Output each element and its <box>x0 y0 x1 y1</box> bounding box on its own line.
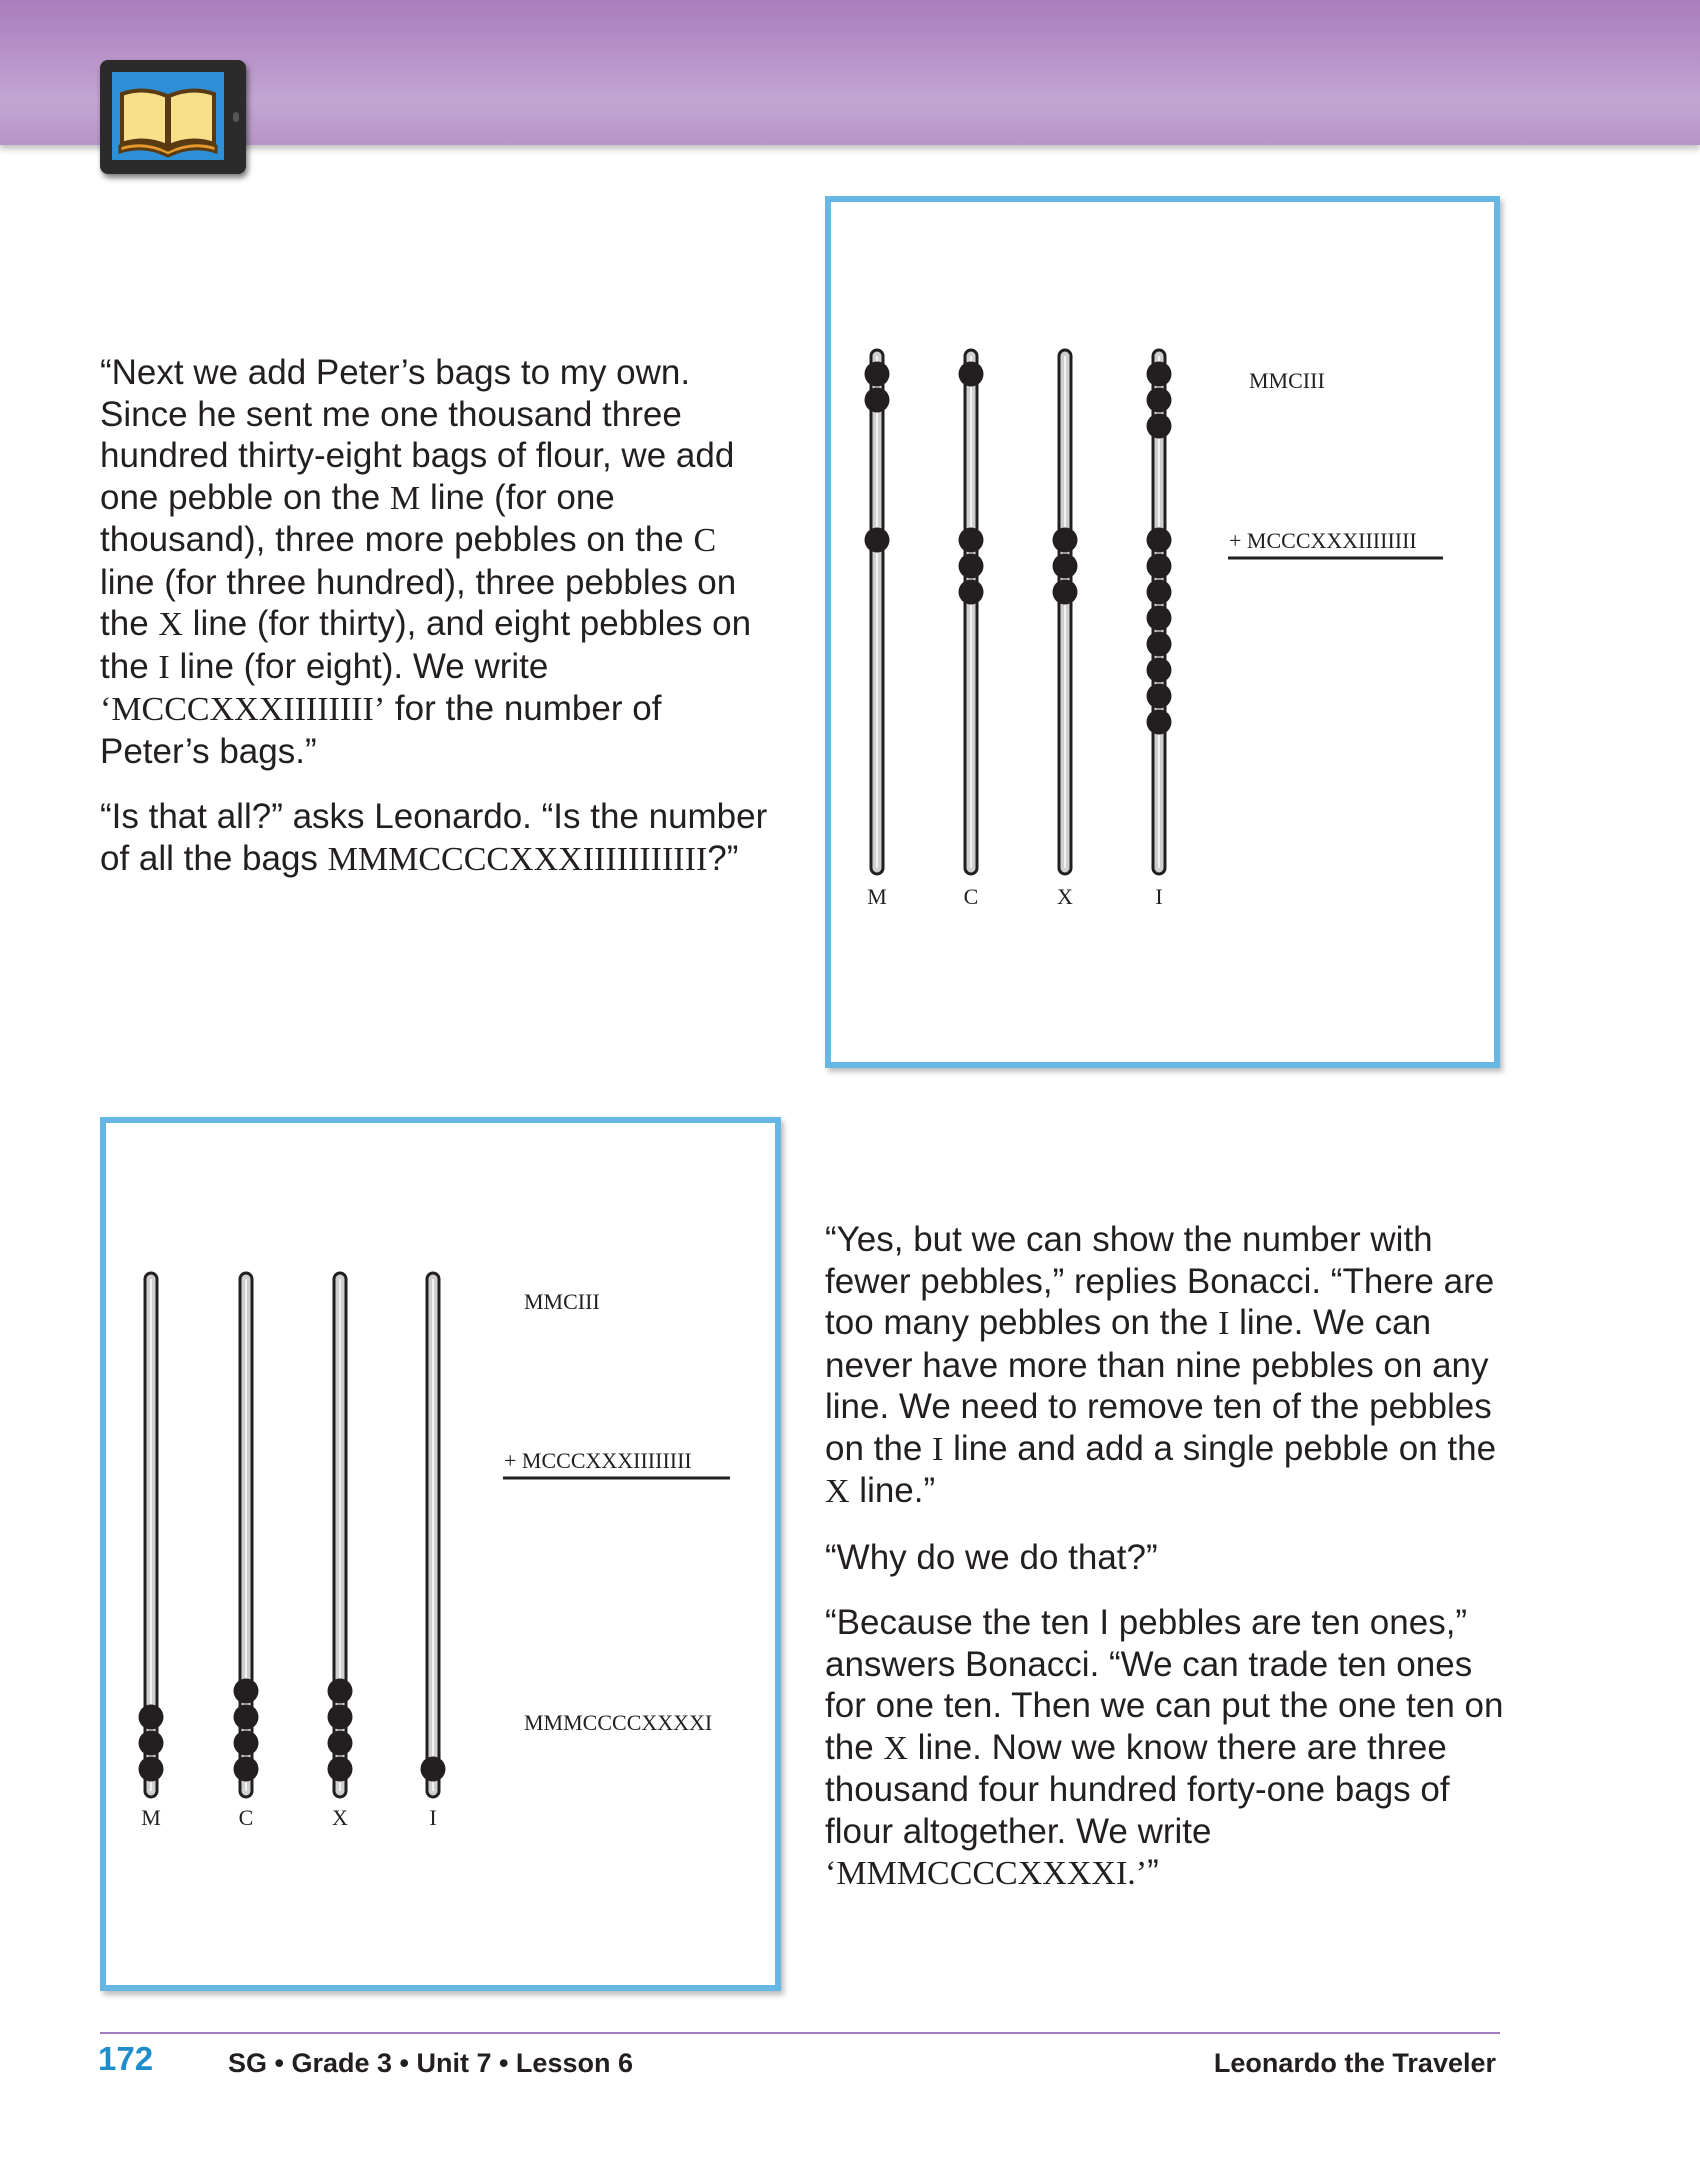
pebble-added <box>1053 528 1078 553</box>
open-book-icon <box>100 60 246 174</box>
pebble <box>139 1705 164 1730</box>
pebble-existing <box>1147 414 1172 439</box>
abacus-rod-0 <box>871 350 883 874</box>
book-glyph <box>112 72 224 160</box>
pebble-existing <box>865 362 890 387</box>
bottom-text-block <box>825 1219 1505 1919</box>
first-number-label: MMCIII <box>1249 368 1325 393</box>
pebble-added <box>1147 528 1172 553</box>
paragraph-why: “Why do we do that?” <box>825 1537 1158 1577</box>
first-number-label: MMCIII <box>524 1289 600 1314</box>
pebble <box>139 1757 164 1782</box>
pebble <box>421 1757 446 1782</box>
pebble-added <box>1147 632 1172 657</box>
pebble <box>234 1705 259 1730</box>
pebble-existing <box>1147 388 1172 413</box>
pebble <box>328 1705 353 1730</box>
paragraph-is-that-all: “Is that all?” asks Leonardo. “Is the number of all the bags MMMCCCCXXXIIIIIIIIIII?” <box>100 797 768 878</box>
icon-button-dot <box>233 112 239 122</box>
abacus-rod-1 <box>965 350 977 874</box>
abacus-rod-2 <box>1059 350 1071 874</box>
figure-addition-setup <box>825 196 1500 1068</box>
pebble-added <box>1147 658 1172 683</box>
line-label-0: M <box>141 1805 161 1830</box>
abacus-rod-3 <box>427 1273 439 1797</box>
course-info: SG • Grade 3 • Unit 7 • Lesson 6 <box>228 2048 633 2078</box>
line-label-2: X <box>332 1805 348 1830</box>
pebble-added <box>1147 580 1172 605</box>
pebble-added <box>959 580 984 605</box>
pebble-added <box>1053 580 1078 605</box>
pebble <box>328 1731 353 1756</box>
abacus-diagram-1 <box>831 202 1494 1062</box>
pebble-existing <box>865 388 890 413</box>
page-number: 172 <box>98 2040 154 2077</box>
top-text-block <box>100 352 770 904</box>
line-label-3: I <box>1155 884 1163 909</box>
line-label-0: M <box>867 884 887 909</box>
second-number-label: + MCCCXXXIIIIIIII <box>504 1448 692 1473</box>
pebble-existing <box>959 362 984 387</box>
line-label-1: C <box>963 884 979 909</box>
pebble <box>234 1757 259 1782</box>
pebble-added <box>959 554 984 579</box>
pebble <box>328 1679 353 1704</box>
figure-regrouped-result <box>100 1117 781 1991</box>
footer-rule <box>100 2032 1500 2034</box>
second-number-label: + MCCCXXXIIIIIIII <box>1229 528 1417 553</box>
pebble <box>234 1679 259 1704</box>
pebble-existing <box>1147 362 1172 387</box>
pebble-added <box>1147 710 1172 735</box>
pebble-added <box>959 528 984 553</box>
result-number-label: MMMCCCCXXXXI <box>524 1710 713 1735</box>
paragraph-because: “Because the ten I pebbles are ten ones,” answers Bonacci. “We can trade ten ones for one ten. Then we can put the one ten on the X line. Now we know there are three thousand four hundred forty-one bags of flour altogether. We write ‘MMMCCCCXXXXI.’” <box>825 1603 1504 1892</box>
paragraph-peter-bags: “Next we add Peter’s bags to my own. Since he sent me one thousand three hundred thirty-eight bags of flour, we add one pebble on the M line (for one thousand), three more pebbles on the C line (for three hundred), three pebbles on the X line (for thirty), and eight pebbles on the I line (for eight). We write ‘MCCCXXXIIIIIIII’ for the number of Peter’s bags.” <box>100 353 752 771</box>
pebble-added <box>1053 554 1078 579</box>
pebble <box>328 1757 353 1782</box>
header-band <box>0 0 1700 145</box>
pebble-added <box>1147 684 1172 709</box>
abacus-diagram-2 <box>106 1123 775 1985</box>
pebble-added <box>865 528 890 553</box>
line-label-1: C <box>238 1805 254 1830</box>
line-label-3: I <box>429 1805 437 1830</box>
pebble-added <box>1147 554 1172 579</box>
icon-screen <box>112 72 224 160</box>
paragraph-fewer-pebbles: “Yes, but we can show the number with fewer pebbles,” replies Bonacci. “There are too many pebbles on the I line. We can never have more than nine pebbles on any line. We need to remove ten of the pebbles on the I line and add a single pebble on the X line.” <box>825 1220 1497 1510</box>
pebble <box>139 1731 164 1756</box>
pebble <box>234 1731 259 1756</box>
line-label-2: X <box>1057 884 1073 909</box>
chapter-title: Leonardo the Traveler <box>1213 2048 1496 2078</box>
pebble-added <box>1147 606 1172 631</box>
